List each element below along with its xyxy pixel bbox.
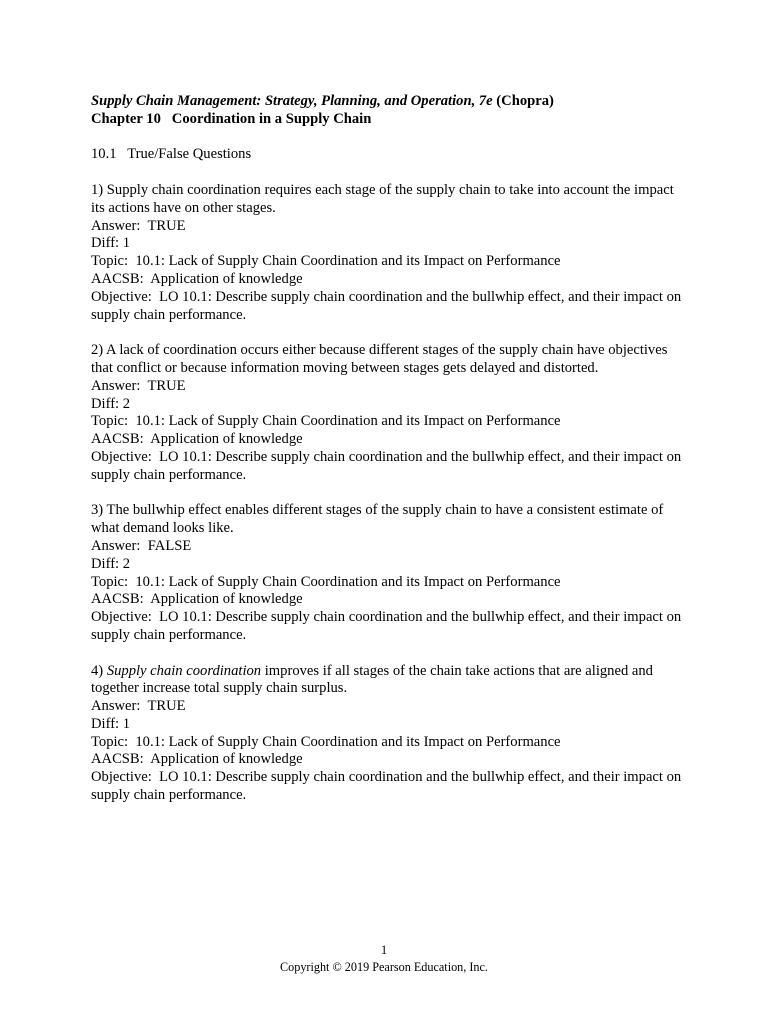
question-text-emphasis: Supply chain coordination (106, 662, 262, 679)
copyright-notice: Copyright © 2019 Pearson Education, Inc. (280, 960, 488, 974)
question-text-suffix: improves if all stages of the chain take actions that are aligned and together increase total supply chain surplus. (91, 662, 653, 697)
question-objective: Objective: LO 10.1: Describe supply chain coordination and the bullwhip effect, and their impact on supply chain performance. (91, 769, 685, 804)
question-answer: Answer: TRUE (91, 217, 186, 234)
question-aacsb: AACSB: Application of knowledge (91, 751, 303, 768)
chapter-title: Chapter 10 Coordination in a Supply Chain (91, 110, 372, 127)
question-objective: Objective: LO 10.1: Describe supply chain coordination and the bullwhip effect, and their impact on supply chain performance. (91, 609, 685, 643)
question-difficulty: Diff: 1 (91, 235, 131, 252)
book-author: (Chopra) (492, 93, 554, 109)
question-topic: Topic: 10.1: Lack of Supply Chain Coordination and its Impact on Performance (91, 573, 561, 590)
document-page (91, 93, 691, 805)
question-text-prefix: 4) (91, 662, 107, 679)
question-answer: Answer: TRUE (91, 698, 186, 715)
section-heading: 10.1 True/False Questions (91, 146, 252, 163)
question-difficulty: Diff: 2 (91, 395, 131, 412)
question-2 (91, 342, 691, 484)
document-header (91, 93, 691, 129)
question-text: 3) The bullwhip effect enables different stages of the supply chain to have a consistent estimate of what demand looks like. (91, 502, 664, 537)
question-objective: Objective: LO 10.1: Describe supply chain coordination and the bullwhip effect, and their impact on supply chain performance. (91, 288, 685, 323)
question-text: 1) Supply chain coordination requires each stage of the supply chain to take into account the impact its actions have on other stages. (91, 181, 674, 216)
question-answer: Answer: TRUE (91, 377, 186, 394)
question-difficulty: Diff: 2 (91, 555, 131, 572)
question-difficulty: Diff: 1 (91, 715, 131, 732)
question-objective: Objective: LO 10.1: Describe supply chain coordination and the bullwhip effect, and their impact on supply chain performance. (91, 448, 685, 483)
question-4 (91, 663, 691, 805)
question-aacsb: AACSB: Application of knowledge (91, 270, 303, 287)
question-aacsb: AACSB: Application of knowledge (91, 591, 303, 608)
page-number: 1 (380, 943, 388, 957)
question-topic: Topic: 10.1: Lack of Supply Chain Coordination and its Impact on Performance (91, 733, 561, 750)
question-answer: Answer: FALSE (91, 537, 192, 554)
book-title-line (91, 93, 691, 111)
question-1 (91, 182, 691, 324)
book-title: Supply Chain Management: Strategy, Planning, and Operation, 7e (91, 93, 493, 109)
question-topic: Topic: 10.1: Lack of Supply Chain Coordination and its Impact on Performance (91, 413, 561, 430)
question-aacsb: AACSB: Application of knowledge (91, 431, 303, 448)
question-text: 2) A lack of coordination occurs either because different stages of the supply chain have objectives that conflict or because information moving between stages gets delayed and distorted. (91, 342, 668, 376)
question-3 (91, 502, 691, 644)
question-text (91, 663, 691, 699)
question-topic: Topic: 10.1: Lack of Supply Chain Coordination and its Impact on Performance (91, 253, 561, 270)
